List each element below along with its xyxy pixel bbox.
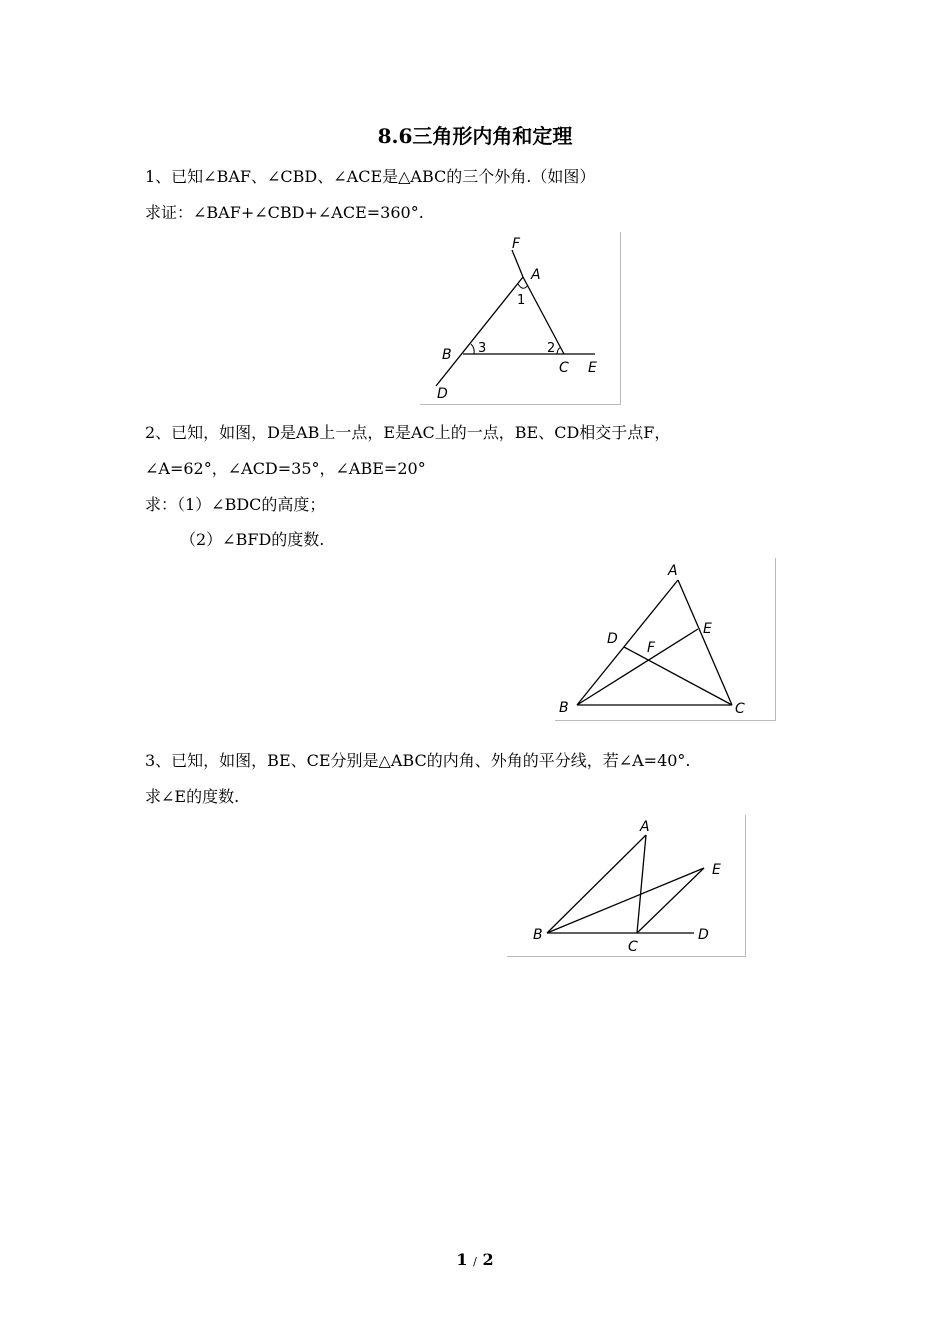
q2-label-c: C <box>735 701 745 717</box>
q3-figure <box>507 815 747 958</box>
q1-label-1: 1 <box>517 293 526 308</box>
q3-line-ac <box>637 835 646 933</box>
q3-label-b: B <box>533 927 543 943</box>
q2-label-f: F <box>647 640 656 656</box>
q1-label-e: E <box>588 360 597 376</box>
q2-label-e: E <box>703 621 712 637</box>
page-title: 8.6三角形内角和定理 <box>377 124 573 148</box>
q2-line-cd <box>624 647 732 705</box>
q1-label-c: C <box>559 360 569 376</box>
q2-line-ac <box>678 580 732 705</box>
q1-label-d: D <box>437 386 448 402</box>
q1-line-fa-extension <box>512 250 523 277</box>
q2-label-b: B <box>559 700 569 716</box>
q3-label-e: E <box>712 862 721 878</box>
q3-line2: 求∠E的度数. <box>145 787 240 806</box>
q2-label-a: A <box>668 563 678 579</box>
q1-label-3: 3 <box>478 341 487 356</box>
page-separator: / <box>473 1255 477 1268</box>
q1-label-a: A <box>531 267 541 283</box>
q2-label-d: D <box>607 631 618 647</box>
q1-label-f: F <box>512 236 521 252</box>
page-number <box>0 1250 950 1269</box>
q1-label-2: 2 <box>547 341 556 356</box>
q3-line-ce <box>637 868 704 933</box>
q3-label-a: A <box>640 819 650 835</box>
q2-line-ab <box>577 580 678 705</box>
q2-line2: ∠A=62°，∠ACD=35°，∠ABE=20° <box>145 459 426 478</box>
q2-line1: 2、已知，如图，D是AB上一点，E是AC上的一点，BE、CD相交于点F， <box>145 423 671 442</box>
q1-line2: 求证：∠BAF+∠CBD+∠ACE=360°. <box>145 203 424 222</box>
q2-line4: （2）∠BFD的度数. <box>180 530 325 549</box>
q2-line3: 求：（1）∠BDC的高度； <box>145 495 326 514</box>
q1-line1: 1、已知∠BAF、∠CBD、∠ACE是△ABC的三个外角.（如图） <box>145 167 596 186</box>
q2-line-be <box>577 629 698 705</box>
q1-angle-arc-3 <box>471 344 474 354</box>
q1-angle-arc-2 <box>557 348 561 354</box>
q1-line-ac <box>523 277 564 354</box>
q1-figure <box>420 232 622 406</box>
q3-line1: 3、已知，如图，BE、CE分别是△ABC的内角、外角的平分线，若∠A=40°. <box>145 751 691 770</box>
q1-line-ad <box>436 277 526 386</box>
q3-label-d: D <box>698 927 709 943</box>
page-current: 1 <box>456 1250 468 1269</box>
q2-figure <box>555 558 777 722</box>
q3-line-ab <box>547 835 646 933</box>
q3-label-c: C <box>628 939 638 955</box>
q3-line-be <box>547 868 704 933</box>
q1-label-b: B <box>442 347 452 363</box>
page-total: 2 <box>482 1250 494 1269</box>
